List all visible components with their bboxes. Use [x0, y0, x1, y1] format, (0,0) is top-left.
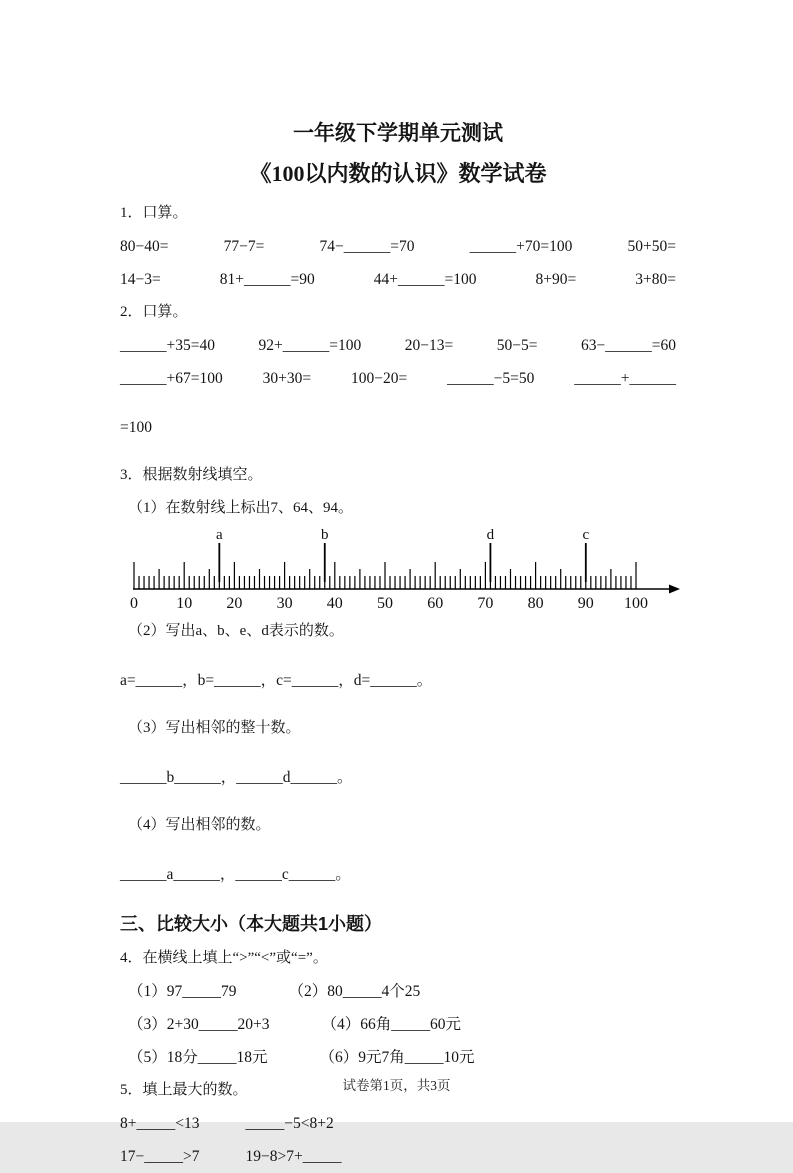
- comparison-item: （5）18分_____18元: [128, 1049, 268, 1066]
- svg-text:30: 30: [276, 595, 293, 612]
- svg-text:a: a: [216, 527, 223, 543]
- q3-part4-blanks: [120, 858, 676, 891]
- svg-text:60: 60: [427, 595, 444, 612]
- equation-item: ______+70=100: [469, 238, 573, 255]
- q2-row-1: [120, 329, 676, 362]
- q5-row-1: [120, 1107, 676, 1140]
- q1-row-2: [120, 263, 676, 296]
- question-1-label: 1．口算。: [120, 205, 188, 221]
- q4-row-3: [120, 1041, 676, 1074]
- exam-title: 一年级下学期单元测试: [293, 121, 503, 145]
- q5-row-2: [120, 1140, 676, 1173]
- equation-item: ______+67=100: [120, 370, 223, 387]
- equation-item: 92+______=100: [258, 337, 362, 354]
- comparison-item: （1）97_____79: [128, 983, 237, 1000]
- q1-row-1: [120, 230, 676, 263]
- equation-item: ______+35=40: [120, 337, 215, 354]
- q3-part3-blanks: [120, 761, 676, 794]
- svg-text:0: 0: [130, 595, 138, 612]
- svg-text:40: 40: [326, 595, 343, 612]
- q2-row-2: [120, 362, 676, 395]
- svg-text:d: d: [486, 527, 495, 543]
- question-2-label: 2．口算。: [120, 304, 188, 320]
- comparison-item: （2）80_____4个25: [288, 983, 421, 1000]
- equation-item: 30+30=: [262, 370, 312, 387]
- equation-item: 14−3=: [120, 271, 161, 288]
- q4-row-2: [120, 1008, 676, 1041]
- equation-item: 20−13=: [404, 337, 454, 354]
- page-number-footer: 试卷第1页，共3页: [342, 1078, 451, 1093]
- equation-item: 50+50=: [627, 238, 676, 255]
- fill-in-blanks: ______a______，______c______。: [120, 865, 351, 883]
- q3-part4-label: （4）写出相邻的数。: [128, 817, 271, 833]
- svg-text:50: 50: [377, 595, 393, 612]
- q3-part3-label: （3）写出相邻的整十数。: [128, 720, 301, 736]
- svg-text:20: 20: [226, 595, 243, 612]
- q4-row-1: [120, 975, 676, 1008]
- svg-text:100: 100: [624, 595, 648, 612]
- svg-text:c: c: [582, 527, 590, 543]
- svg-text:90: 90: [577, 595, 594, 612]
- equation-item: 8+_____<13: [120, 1115, 200, 1132]
- comparison-item: （4）66角_____60元: [321, 1016, 461, 1033]
- equation-item: =100: [120, 418, 152, 436]
- exam-subtitle: 《100以内数的认识》数学试卷: [249, 161, 547, 186]
- equation-item: _____−5<8+2: [245, 1115, 334, 1132]
- equation-item: 8+90=: [535, 271, 577, 288]
- equation-item: 77−7=: [223, 238, 265, 255]
- equation-item: 44+______=100: [373, 271, 477, 288]
- q3-part1-label: （1）在数射线上标出7、64、94。: [128, 500, 354, 516]
- q2-row-3: [120, 411, 676, 444]
- equation-item: 63−______=60: [581, 337, 676, 354]
- q3-part2-label: （2）写出a、b、e、d表示的数。: [128, 623, 344, 639]
- equation-item: ______−5=50: [447, 370, 535, 387]
- comparison-item: （3）2+30_____20+3: [128, 1016, 270, 1033]
- number-line-diagram: [120, 527, 676, 615]
- svg-text:10: 10: [176, 595, 193, 612]
- equation-item: 100−20=: [351, 370, 408, 387]
- equation-item: 3+80=: [635, 271, 676, 288]
- section-3-heading: 三、比较大小（本大题共1小题）: [120, 914, 383, 934]
- question-5-label: 5．填上最大的数。: [120, 1082, 248, 1098]
- svg-text:70: 70: [477, 595, 494, 612]
- number-line-svg: [120, 527, 676, 620]
- question-4-label: 4．在横线上填上“>”“<”或“=”。: [120, 950, 328, 966]
- comparison-item: （6）9元7角_____10元: [319, 1049, 475, 1066]
- equation-item: 17−_____>7: [120, 1148, 200, 1165]
- equation-item: ______+______: [574, 370, 676, 387]
- equation-item: 19−8>7+_____: [245, 1148, 342, 1165]
- equation-item: 50−5=: [496, 337, 538, 354]
- equation-item: 74−______=70: [319, 238, 415, 255]
- svg-text:80: 80: [527, 595, 544, 612]
- exam-content: [120, 118, 676, 1173]
- question-3-label: 3．根据数射线填空。: [120, 467, 263, 483]
- equation-item: 80−40=: [120, 238, 169, 255]
- fill-in-blanks: ______b______，______d______。: [120, 768, 353, 786]
- equation-item: 81+______=90: [219, 271, 315, 288]
- fill-in-blanks: a=______，b=______，c=______，d=______。: [120, 671, 433, 689]
- svg-text:b: b: [321, 527, 329, 543]
- q3-part2-blanks: [120, 664, 676, 697]
